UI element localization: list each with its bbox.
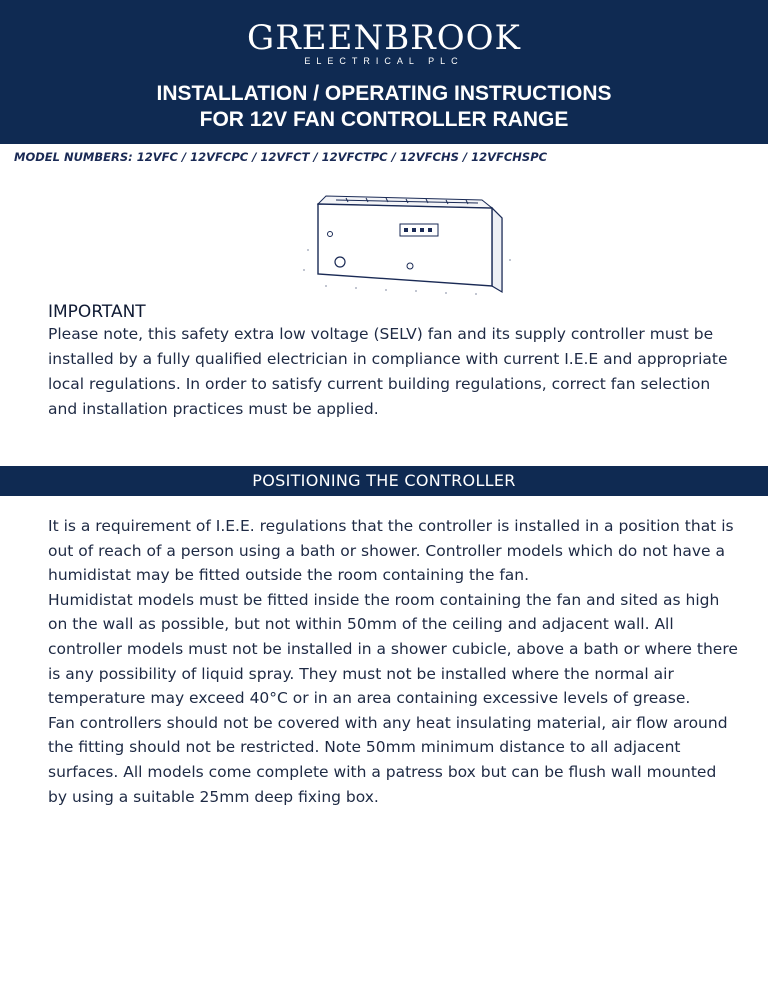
positioning-heading: POSITIONING THE CONTROLLER (0, 466, 768, 496)
brand-subtitle: ELECTRICAL PLC (304, 56, 464, 66)
title-line-1: INSTALLATION / OPERATING INSTRUCTIONS (156, 82, 612, 105)
important-heading: IMPORTANT (48, 302, 146, 322)
fan-controller-illustration-icon (296, 190, 522, 300)
important-text: Please note, this safety extra low voltage (SELV) fan and its supply controller must be installed by a fully qualified electrician in compliance with current I.E.E and appropriate local regulations. In order to satisfy current building regulations, correct fan selection and installation practices must be applied. (48, 325, 728, 418)
positioning-paragraph-3: Fan controllers should not be covered with any heat insulating material, air flow around the fitting should not be restricted. Note 50mm minimum distance to all adjacent surfaces. All models come complete with a patress box but can be flush wall mounted by using a suitable 25mm deep fixing box. (48, 713, 728, 806)
brand-logo: GREENBROOK (247, 18, 521, 58)
model-numbers: MODEL NUMBERS: 12VFC / 12VFCPC / 12VFCT / 12VFCTPC / 12VFCHS / 12VFCHSPC (14, 150, 548, 164)
positioning-paragraph-1: It is a requirement of I.E.E. regulations that the controller is installed in a position that is out of reach of a person using a bath or shower. Controller models which do not have a humidistat may be fitted outside the room containing the fan. (48, 517, 734, 585)
document-title (0, 81, 768, 133)
positioning-paragraph-2: Humidistat models must be fitted inside the room containing the fan and sited as high on the wall as possible, but not within 50mm of the ceiling and adjacent wall. All controller models must not be installed in a shower cubicle, above a bath or where there is any possibility of liquid spray. They must not be installed where the normal air temperature may exceed 40°C or in an area containing excessive levels of grease. (48, 590, 738, 708)
positioning-text (48, 514, 738, 809)
title-line-2: FOR 12V FAN CONTROLLER RANGE (199, 108, 569, 131)
header-banner (0, 0, 768, 144)
